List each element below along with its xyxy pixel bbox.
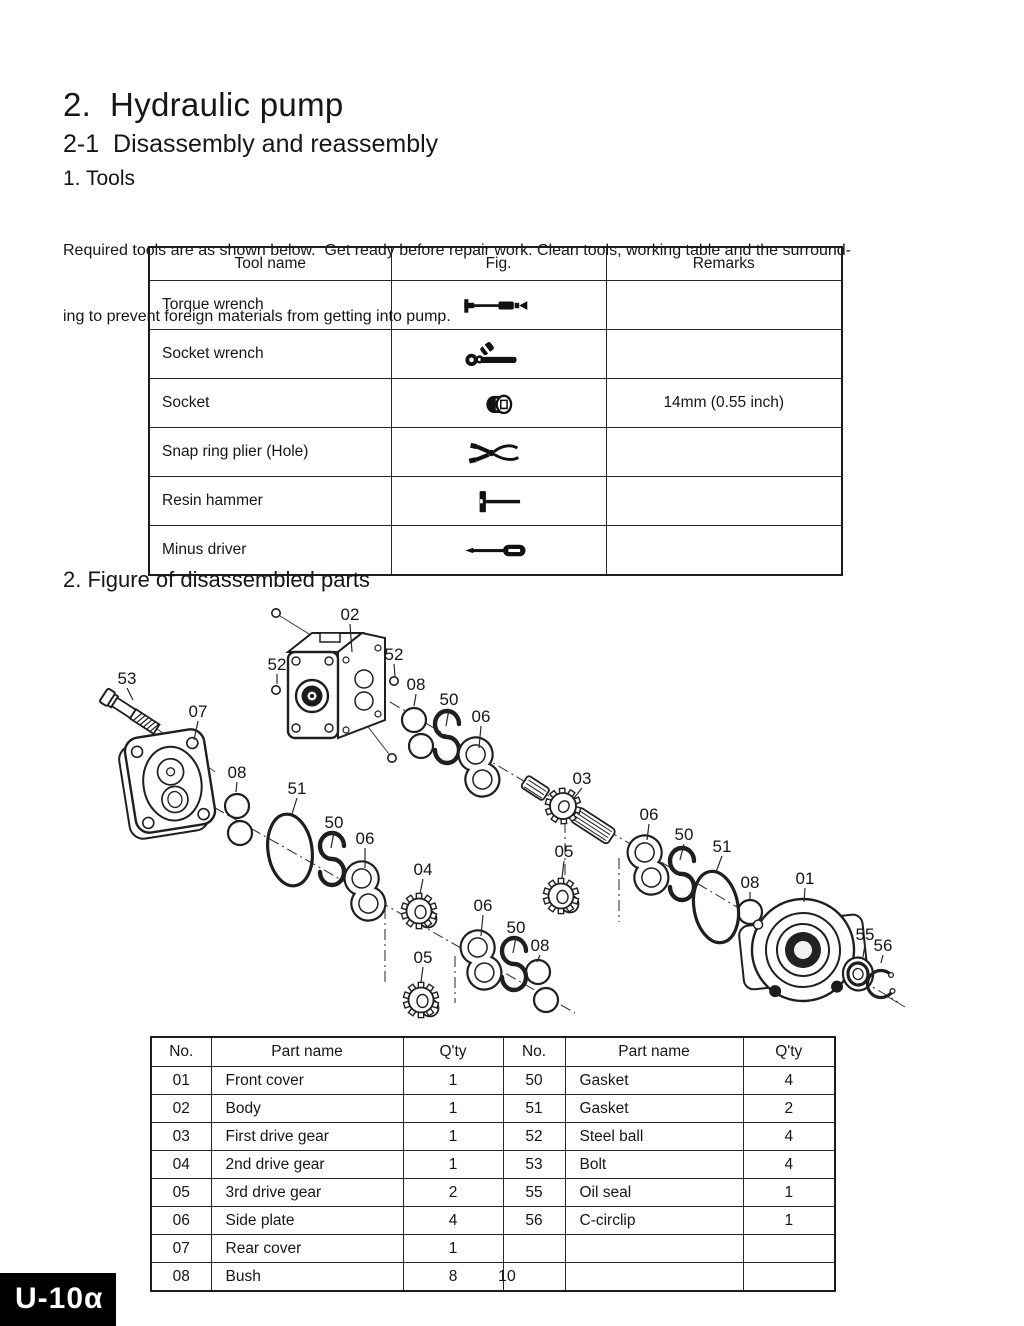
part-number-label: 50 [674,825,694,844]
part-qty-cell: 1 [403,1235,503,1263]
intro-line-1: Required tools are as shown below. Get ready before repair work. Clean tools, working table and the surround- [63,242,851,259]
part-name-cell: C-circlip [565,1207,743,1235]
part-no-cell: 01 [151,1067,211,1095]
tools-heading: 1. Tools [63,167,135,190]
part-qty-cell: 1 [403,1151,503,1179]
part-no-cell: 56 [503,1207,565,1235]
part-row [151,1179,835,1207]
tool-name-cell: Socket wrench [149,330,391,379]
part-no-cell [503,1235,565,1263]
part-name-cell: Bush [211,1263,403,1292]
gear-2nd-illustration [401,893,436,928]
part-qty-cell [743,1235,835,1263]
tool-remarks-cell [606,526,842,576]
part-qty-cell: 2 [403,1179,503,1207]
part-qty-cell: 1 [743,1179,835,1207]
part-name-cell: Side plate [211,1207,403,1235]
part-name-cell: 2nd drive gear [211,1151,403,1179]
tool-row [149,477,842,526]
label-leader-line [236,782,237,792]
page-number: 10 [498,1268,516,1285]
part-number-label: 06 [639,805,659,824]
part-name-cell: Rear cover [211,1235,403,1263]
tool-name-cell: Torque wrench [149,281,391,330]
part-no-cell: 07 [151,1235,211,1263]
part-row [151,1095,835,1123]
tool-fig-cell [391,379,606,428]
part-no-cell: 53 [503,1151,565,1179]
part-no-cell: 06 [151,1207,211,1235]
gear-3rd-illustration [403,982,438,1017]
tools-table-body [149,281,842,576]
part-number-label: 04 [413,860,433,879]
part-number-label: 56 [873,936,893,955]
part-name-cell [565,1235,743,1263]
part-qty-cell: 1 [403,1067,503,1095]
side-plate-illustrations [341,734,672,994]
parts-col-qty-left: Q'ty [403,1037,503,1067]
tool-name-cell: Minus driver [149,526,391,576]
part-no-cell: 05 [151,1179,211,1207]
parts-col-no-left: No. [151,1037,211,1067]
label-leader-line [414,694,416,706]
label-leader-line [562,861,564,878]
intro-line-2: ing to prevent foreign materials from getting into pump. [63,308,451,325]
part-no-cell: 52 [503,1123,565,1151]
part-no-cell: 51 [503,1095,565,1123]
label-leader-line [716,856,722,872]
part-number-label: 08 [740,873,760,892]
part-row [151,1263,835,1292]
part-number-label: 06 [473,896,493,915]
part-name-cell: Steel ball [565,1123,743,1151]
part-qty-cell: 1 [403,1095,503,1123]
first-drive-gear-illustration [515,766,621,852]
tool-remarks-cell [606,281,842,330]
parts-table-body [151,1067,835,1292]
tool-name-cell: Socket [149,379,391,428]
tool-remarks-cell [606,428,842,477]
part-number-label: 07 [188,702,208,721]
part-number-label: 01 [795,869,815,888]
part-qty-cell: 4 [743,1151,835,1179]
parts-table-header-row [151,1037,835,1067]
part-number-label: 53 [117,669,137,688]
tool-name-cell: Resin hammer [149,477,391,526]
page-title: 2. Hydraulic pump [63,86,344,123]
model-footer-tab [0,1273,116,1326]
part-no-cell: 08 [151,1263,211,1292]
steel-ball-illustration [388,754,396,762]
resin-hammer-icon [458,488,539,515]
tool-name-cell: Snap ring plier (Hole) [149,428,391,477]
part-name-cell: Gasket [565,1095,743,1123]
figure-wrap [58,590,958,1036]
parts-col-name-left: Part name [211,1037,403,1067]
oring-gasket-illustration [688,868,744,947]
steel-ball-illustration [390,677,398,685]
part-number-label: 05 [554,842,574,861]
part-number-label: 08 [227,763,247,782]
part-number-label: 08 [530,936,550,955]
part-name-cell: 3rd drive gear [211,1179,403,1207]
part-number-label: 51 [287,779,307,798]
part-no-cell: 50 [503,1067,565,1095]
label-leader-line [292,798,297,814]
part-number-label: 51 [712,837,732,856]
part-qty-cell: 8 [403,1263,503,1292]
tools-table [148,246,843,576]
part-qty-cell: 4 [743,1123,835,1151]
tool-remarks-cell [606,477,842,526]
part-number-label: 08 [406,675,426,694]
part-no-cell: 02 [151,1095,211,1123]
part-number-label: 06 [355,829,375,848]
part-number-label: 55 [855,925,875,944]
tool-remarks-cell: 14mm (0.55 inch) [606,379,842,428]
part-name-cell: Body [211,1095,403,1123]
rear-cover-illustration [116,727,218,840]
tool-row [149,281,842,330]
part-number-label: 52 [384,645,404,664]
parts-figure [58,590,958,1036]
part-name-cell: Gasket [565,1067,743,1095]
label-leader-line [420,879,423,894]
tool-fig-cell [391,526,606,576]
part-name-cell: Bolt [565,1151,743,1179]
tool-remarks-cell [606,330,842,379]
socket-wrench-icon [458,341,539,368]
part-qty-cell: 4 [403,1207,503,1235]
part-number-label: 06 [471,707,491,726]
part-row [151,1235,835,1263]
tools-table-header-row [149,247,842,281]
part-row [151,1067,835,1095]
part-no-cell: 03 [151,1123,211,1151]
tool-fig-cell [391,477,606,526]
parts-col-name-right: Part name [565,1037,743,1067]
part-number-label: 50 [324,813,344,832]
part-qty-cell: 4 [743,1067,835,1095]
snap-ring-plier-icon [458,439,539,466]
part-number-label: 05 [413,948,433,967]
tool-row [149,428,842,477]
part-number-label: 50 [506,918,526,937]
minus-driver-icon [458,537,539,564]
part-row [151,1123,835,1151]
tools-col-remarks: Remarks [606,247,842,281]
tool-fig-cell [391,281,606,330]
tool-fig-cell [391,428,606,477]
part-name-cell: Oil seal [565,1179,743,1207]
part-qty-cell: 1 [743,1207,835,1235]
part-qty-cell: 2 [743,1095,835,1123]
tools-col-tool-name: Tool name [149,247,391,281]
part-number-label: 52 [267,655,287,674]
label-leader-line [881,955,883,963]
parts-col-qty-right: Q'ty [743,1037,835,1067]
part-number-label: 03 [572,769,592,788]
parts-table [150,1036,836,1292]
part-qty-cell: 1 [403,1123,503,1151]
tool-fig-cell [391,330,606,379]
figure-heading: 2. Figure of disassembled parts [63,567,370,592]
part-row [151,1207,835,1235]
label-leader-line [394,664,395,676]
tools-col-fig: Fig. [391,247,606,281]
part-name-cell: Front cover [211,1067,403,1095]
model-label: U-10α [15,1282,104,1315]
part-qty-cell [743,1263,835,1292]
tool-row [149,330,842,379]
section-subtitle: 2-1 Disassembly and reassembly [63,130,439,158]
c-circlip-illustration [867,971,894,998]
parts-col-no-right: No. [503,1037,565,1067]
tool-row [149,379,842,428]
label-leader-line [127,688,133,700]
steel-ball-illustration [272,609,280,617]
part-number-label: 50 [439,690,459,709]
label-leader-line [421,967,423,982]
socket-icon [458,390,539,417]
pump-body-illustration [288,633,385,738]
steel-ball-illustration [272,686,280,694]
part-name-cell [565,1263,743,1292]
part-name-cell: First drive gear [211,1123,403,1151]
part-row [151,1151,835,1179]
torque-wrench-icon [458,292,539,319]
part-no-cell: 55 [503,1179,565,1207]
part-number-label: 02 [340,605,360,624]
gear-3rd-illustration [543,878,578,913]
part-no-cell: 04 [151,1151,211,1179]
